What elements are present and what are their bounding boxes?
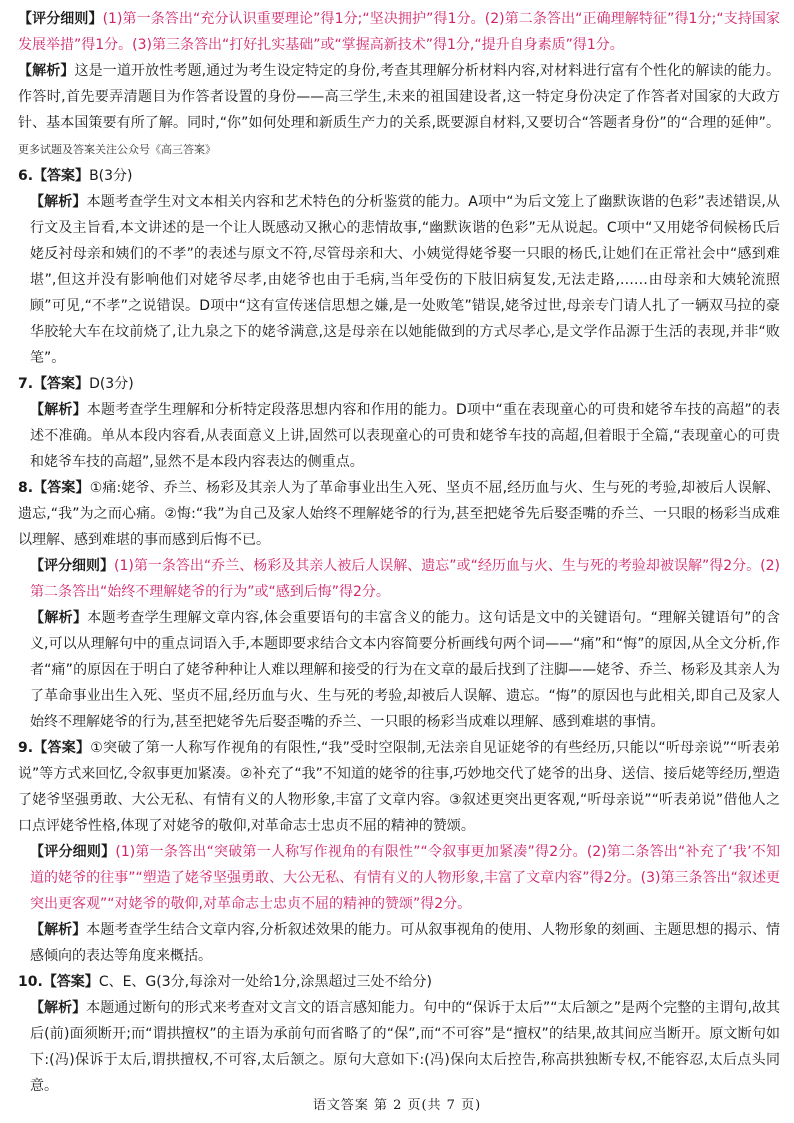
section-tag: 【解析】 [30,194,87,210]
scoring-text: (1)第一条答出“突破第一人称写作视角的有限性”“令叙事更加紧凑”得2分。(2)第二条答出“补充了‘我’不知道的姥爷的往事”“塑造了姥爷坚强勇敢、大公无私、有情有义的人物形象,丰富了文章内容”得2分。(3)第三条答出“叙述更突出更客观”“对姥爷的敬仰,对革命志士忠贞不屈的精神的赞颂”得2分。 [30,844,781,912]
section-tag: 【解析】 [18,63,75,79]
section-tag: 【答案】 [33,480,90,496]
section-tag: 【评分细则】 [30,844,116,860]
section-tag: 【答案】 [33,168,90,184]
body-text: 本题考查学生理解文章内容,体会重要语句的丰富含义的能力。这句话是文中的关键语句。“理解关键语句”的含义,可以从理解句中的重点词语入手,本题即要求结合文本内容简要分析画线句两个词——“痛”和“悔”的原因,从全文分析,作者“痛”的原因在于明白了姥爷种种让人难以理解和接受的行为在文章的最后找到了注脚——姥爷、乔兰、杨彩及其亲人为了革命事业出生入死、坚贞不屈,经历血与火、生与死的考验,却被后人误解、遗忘。“悔”的原因也与此相关,即自己及家人始终不理解姥爷的行为,甚至把姥爷先后娶歪嘴的乔兰、一只眼的杨彩当成难以理解、感到难堪的事情。 [30,610,780,730]
section-tag: 【解析】 [30,1000,87,1016]
question-number: 8. [18,480,34,496]
body-text: 本题通过断句的形式来考查对文言文的语言感知能力。句中的“保诉于太后”“太后颔之”是两个完整的主谓句,故其后(前)面须断开;而“谓拱擅权”的主语为承前句而省略了的“保”,而“不可容”是“擅权”的结果,故其间应当断开。原文断句如下:(冯)保诉于太后,谓拱擅权,不可容,太后颔之。原句大意如下:(冯)保向太后控告,称高拱独断专权,不能容忍,太后点头同意。 [30,1000,780,1094]
analysis-q10 [18,995,780,1099]
section-tag: 【评分细则】 [30,558,115,574]
body-text: B(3分) [89,168,133,184]
question-number: 9. [18,740,34,756]
analysis-q7 [18,397,780,475]
section-tag: 【答案】 [33,376,90,392]
analysis-block [18,58,780,163]
answer-q10 [18,969,780,995]
question-number: 6. [18,168,34,184]
section-tag: 【解析】 [30,402,87,418]
body-text: ①痛:姥爷、乔兰、杨彩及其亲人为了革命事业出生入死、坚贞不屈,经历血与火、生与死的考验,却被后人误解、遗忘,“我”为之而心痛。②悔:“我”为自己及家人始终不理解姥爷的行为,甚至把姥爷先后娶歪嘴的乔兰、一只眼的杨彩当成难以理解、感到难堪的事而感到后悔不已。 [18,480,781,548]
section-tag: 【答案】 [42,974,99,990]
section-tag: 【解析】 [30,922,87,938]
analysis-q9 [18,917,780,969]
body-text: D(3分) [89,376,134,392]
question-number: 10. [18,974,43,990]
answer-page [18,6,780,1099]
scoring-text: (1)第一条答出“乔兰、杨彩及其亲人被后人误解、遗忘”或“经历血与火、生与死的考验却被误解”得2分。(2)第二条答出“始终不理解姥爷的行为”或“感到后悔”得2分。 [30,558,780,600]
question-number: 7. [18,376,34,392]
body-text: 这是一道开放性考题,通过为考生设定特定的身份,考查其理解分析材料内容,对材料进行富有个性化的解读的能力。作答时,首先要弄清题目为作答者设置的身份——高三学生,未来的祖国建设者,这一特定身份决定了作答者对国家的大政方针、基本国策要有所了解。同时,“你”如何处理和新质生产力的关系,既要源自材料,又要切合“答题者身份”的“合理的延伸”。 [18,63,780,131]
body-text: ①突破了第一人称写作视角的有限性,“我”受时空限制,无法亲自见证姥爷的有些经历,只能以“听母亲说”“听表弟说”等方式来回忆,令叙事更加紧凑。②补充了“我”不知道的姥爷的往事,巧妙地交代了姥爷的出身、送信、接后姥等经历,塑造了姥爷坚强勇敢、大公无私、有情有义的人物形象,丰富了文章内容。③叙述更突出更客观,“听母亲说”“听表弟说”借他人之口点评姥爷性格,体现了对姥爷的敬仰,对革命志士忠贞不屈的精神的赞颂。 [18,740,781,834]
section-tag: 【解析】 [30,610,88,626]
answer-q7 [18,371,780,397]
body-text: 本题考查学生理解和分析特定段落思想内容和作用的能力。D项中“重在表现童心的可贵和姥爷车技的高超”的表述不准确。单从本段内容看,从表面意义上讲,固然可以表现童心的可贵和姥爷车技的高超,但着眼于全篇,“表现童心的可贵和姥爷车技的高超”,显然不是本段内容表达的侧重点。 [30,402,780,470]
scoring-text: (1)第一条答出“充分认识重要理论”得1分;“坚决拥护”得1分。(2)第二条答出“正确理解特征”得1分;“支持国家发展举措”得1分。(3)第三条答出“打好扎实基础”或“掌握高新技术”得1分,“提升自身素质”得1分。 [18,11,781,53]
analysis-q6 [18,189,780,371]
scoring-rules-block [18,6,780,58]
page-footer: 语文答案 第 2 页(共 7 页) [312,1098,482,1113]
section-tag: 【评分细则】 [18,11,103,27]
answer-q9 [18,735,780,839]
answer-q8 [18,475,780,553]
analysis-q8 [18,605,780,735]
section-tag: 【答案】 [33,740,91,756]
body-text: C、E、G(3分,每涂对一处给1分,涂黑超过三处不给分) [98,974,432,990]
answer-q6 [18,163,780,189]
scoring-rules-q8 [18,553,780,605]
body-text: 本题考查学生对文本相关内容和艺术特色的分析鉴赏的能力。A项中“为后文笼上了幽默诙谐的色彩”表述错误,从行文及主旨看,本文讲述的是一个让人既感动又揪心的悲情故事,“幽默诙谐的色彩”无从说起。C项中“又用姥爷伺候杨氏后姥反衬母亲和姨们的不孝”的表述与原文不符,尽管母亲和大、小姨觉得姥爷娶一只眼的杨氏,让她们在正常社会中“感到难堪”,但这并没有影响他们对姥爷尽孝,由姥爷也由于毛病,当年受伤的下肢旧病复发,无法走路,……由母亲和大姨轮流照顾”可见,“不孝”之说错误。D项中“这有宣传迷信思想之嫌,是一处败笔”错误,姥爷过世,母亲专门请人扎了一辆双马拉的豪华胶轮大车在坟前烧了,让九泉之下的姥爷满意,这是母亲在以她能做到的方式尽孝心,是文学作品源于生活的表现,并非“败笔”。 [30,194,781,366]
scoring-rules-q9 [18,839,780,917]
body-text: 更多试题及答案关注公众号《高三答案》 [18,143,216,156]
body-text: 本题考查学生结合文章内容,分析叙述效果的能力。可从叙事视角的使用、人物形象的刻画、主题思想的揭示、情感倾向的表达等角度来概括。 [30,922,781,964]
